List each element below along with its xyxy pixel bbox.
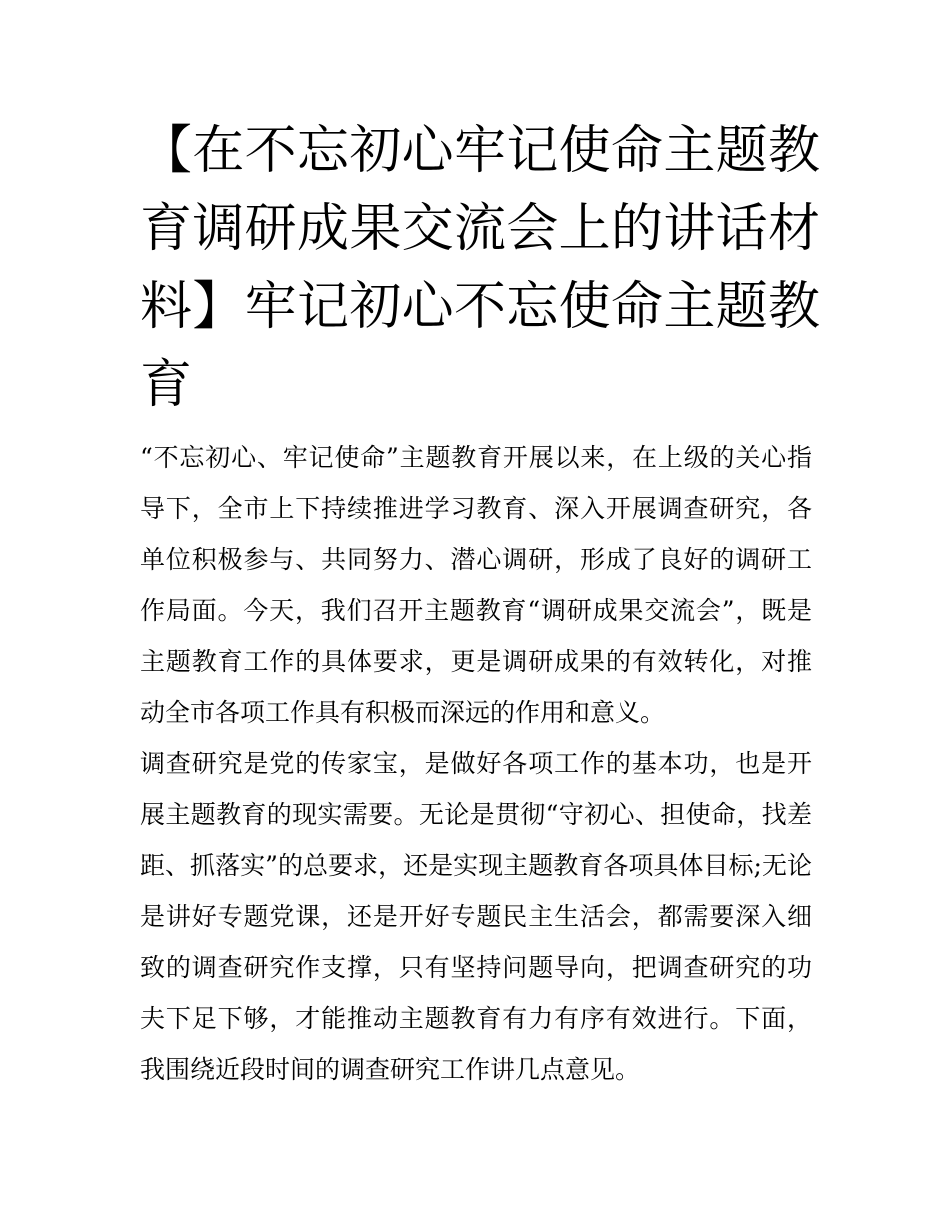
- paragraph-2: 调查研究是党的传家宝，是做好各项工作的基本功，也是开展主题教育的现实需要。无论是贯彻“守初心、担使命，找差距、抓落实”的总要求，还是实现主题教育各项具体目标;无论是讲好专题党课，还是开好专题民主生活会，都需要深入细致的调查研究作支撑，只有坚持问题导向，把调查研究的功夫下足下够，才能推动主题教育有力有序有效进行。下面，我围绕近段时间的调查研究工作讲几点意见。: [140, 749, 812, 1084]
- document-title: 【在不忘初心牢记使命主题教育调研成果交流会上的讲话材料】牢记初心不忘使命主题教育: [140, 121, 820, 415]
- document-body: [140, 432, 812, 1095]
- paragraph-1: “不忘初心、牢记使命”主题教育开展以来，在上级的关心指导下，全市上下持续推进学习教育、深入开展调查研究，各单位积极参与、共同努力、潜心调研，形成了良好的调研工作局面。今天，我们召开主题教育“调研成果交流会”，既是主题教育工作的具体要求，更是调研成果的有效转化，对推动全市各项工作具有积极而深远的作用和意义。: [140, 443, 812, 727]
